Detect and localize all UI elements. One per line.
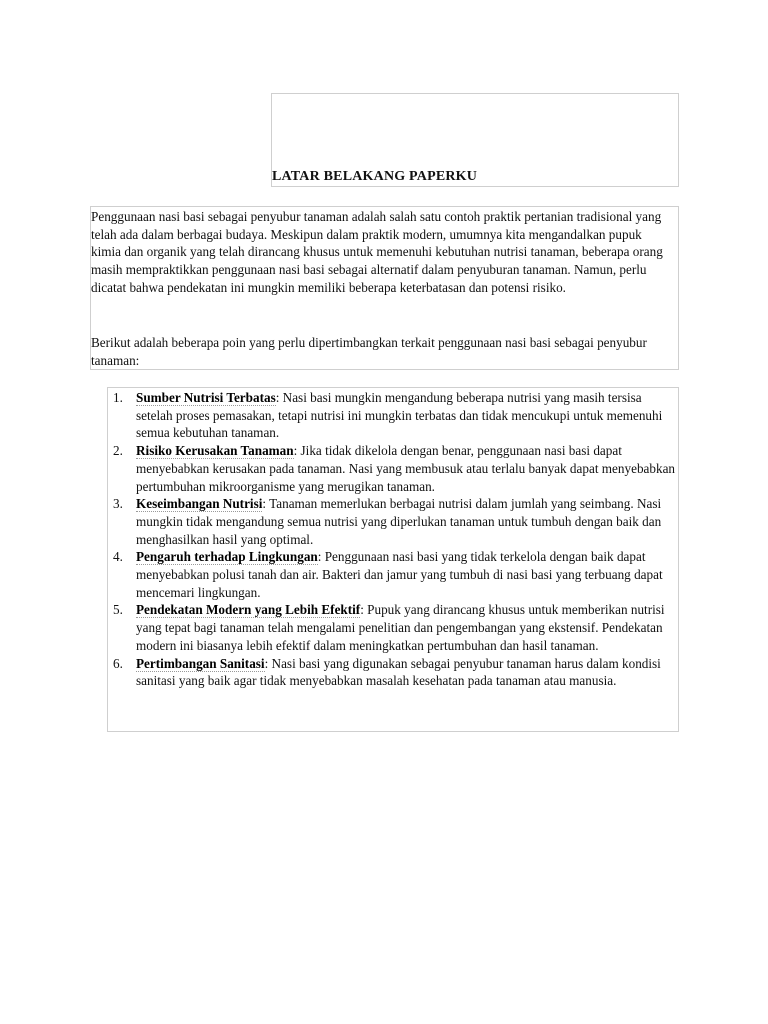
points-list bbox=[108, 389, 678, 690]
list-item bbox=[108, 495, 678, 548]
document-title: LATAR BELAKANG PAPERKU bbox=[272, 169, 478, 184]
list-item bbox=[108, 655, 678, 690]
item-number: 3. bbox=[113, 496, 123, 512]
list-item bbox=[108, 601, 678, 654]
item-text: : Jika tidak dikelola dengan benar, penggunaan nasi basi dapat menyebabkan kerusakan pada tanaman. Nasi yang membusuk atau terlalu banyak dapat menyebabkan pertumbuhan mikroorganisme yang merugikan tanaman. bbox=[136, 443, 676, 494]
item-number: 1. bbox=[113, 390, 123, 405]
title-block bbox=[271, 93, 679, 187]
item-number: 2. bbox=[113, 443, 123, 459]
item-term: Risiko Kerusakan Tanaman bbox=[136, 443, 294, 459]
item-number: 6. bbox=[113, 655, 123, 671]
item-term: Sumber Nutrisi Terbatas bbox=[136, 390, 276, 405]
item-number: 4. bbox=[113, 549, 123, 565]
list-item bbox=[108, 442, 678, 495]
item-number: 5. bbox=[113, 602, 123, 618]
item-term: Pengaruh terhadap Lingkungan bbox=[136, 549, 318, 565]
item-term: Keseimbangan Nutrisi bbox=[136, 496, 263, 512]
item-text: : Pupuk yang dirancang khusus untuk memberikan nutrisi yang tepat bagi tanaman telah mengalami penelitian dan pengembangan yang ekstensif. Pendekatan modern ini biasanya lebih efektif dalam meningkatkan pertumbuhan dan hasil tanaman. bbox=[136, 602, 665, 653]
item-text: : Tanaman memerlukan berbagai nutrisi dalam jumlah yang seimbang. Nasi mungkin tidak mengandung semua nutrisi yang diperlukan tanaman untuk tumbuh dengan baik dan menghasilkan hasil yang optimal. bbox=[136, 496, 662, 547]
intro-paragraph-2: Berikut adalah beberapa poin yang perlu dipertimbangkan terkait penggunaan nasi basi sebagai penyubur tanaman: bbox=[91, 335, 647, 368]
item-term: Pendekatan Modern yang Lebih Efektif bbox=[136, 602, 361, 618]
points-block bbox=[107, 387, 679, 732]
item-term: Pertimbangan Sanitasi bbox=[136, 655, 265, 671]
intro-block bbox=[90, 206, 679, 370]
item-text: : Penggunaan nasi basi yang tidak terkelola dengan baik dapat menyebabkan polusi tanah dan air. Bakteri dan jamur yang tumbuh di nasi basi yang terbuang dapat mencemari lingkungan. bbox=[136, 549, 663, 600]
list-item bbox=[108, 389, 678, 442]
list-item bbox=[108, 548, 678, 601]
intro-paragraph-1: Penggunaan nasi basi sebagai penyubur tanaman adalah salah satu contoh praktik pertanian tradisional yang telah ada dalam berbagai budaya. Meskipun dalam praktik modern, umumnya kita mengandalkan pupuk kimia dan organik yang telah dirancang khusus untuk memenuhi kebutuhan nutrisi tanaman, beberapa orang masih mempraktikkan penggunaan nasi basi sebagai alternatif dalam penyuburan tanaman. Namun, perlu dicatat bahwa pendekatan ini mungkin memiliki beberapa keterbatasan dan potensi risiko. bbox=[91, 209, 663, 295]
item-text: : Nasi basi yang digunakan sebagai penyubur tanaman harus dalam kondisi sanitasi yang baik agar tidak menyebabkan masalah kesehatan pada tanaman atau manusia. bbox=[136, 655, 661, 689]
item-text: : Nasi basi mungkin mengandung beberapa nutrisi yang masih tersisa setelah proses pemasakan, tetapi nutrisi ini mungkin terbatas dan tidak mencukupi untuk memenuhi semua kebutuhan tanaman. bbox=[136, 390, 663, 441]
